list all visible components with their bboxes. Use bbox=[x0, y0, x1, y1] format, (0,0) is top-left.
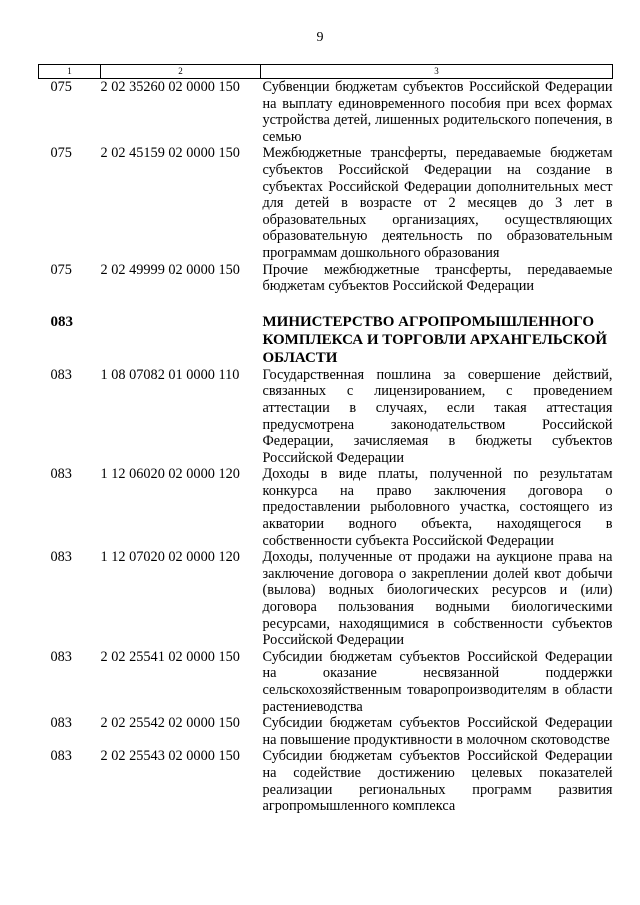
revenue-code-cell: 2 02 25542 02 0000 150 bbox=[100, 715, 240, 732]
table-row bbox=[39, 145, 613, 261]
revenue-name-cell: Субсидии бюджетам субъектов Российской Федерации на содействие достижению целевых показателей реализации региональных программ развития агропромышленного комплекса bbox=[262, 748, 613, 815]
admin-code-cell: 075 bbox=[50, 261, 72, 278]
revenue-name-cell: Прочие межбюджетные трансферты, передаваемые бюджетам субъектов Российской Федерации bbox=[262, 261, 613, 295]
revenue-name-cell: Доходы в виде платы, полученной по результатам конкурса на право заключения договора о предоставлении рыболовного участка, состоящего из акватории водного объекта, находящегося в собственности субъекта Российской Федерации bbox=[262, 466, 613, 549]
column-header-1: 1 bbox=[39, 65, 101, 79]
admin-code-cell: 083 bbox=[50, 549, 72, 566]
revenue-code-cell: 2 02 35260 02 0000 150 bbox=[100, 79, 240, 95]
section-title-cell: МИНИСТЕРСТВО АГРОПРОМЫШЛЕННОГО КОМПЛЕКСА И ТОРГОВЛИ АРХАНГЕЛЬСКОЙ ОБЛАСТИ bbox=[262, 313, 608, 366]
table-body bbox=[39, 79, 613, 815]
revenue-name-cell: Субсидии бюджетам субъектов Российской Федерации на повышение продуктивности в молочном скотоводстве bbox=[262, 715, 613, 748]
table-row bbox=[39, 649, 613, 715]
table-row bbox=[39, 79, 613, 146]
revenue-code-cell: 1 08 07082 01 0000 110 bbox=[100, 366, 240, 383]
admin-code-cell: 075 bbox=[50, 79, 72, 95]
revenue-codes-table bbox=[38, 64, 613, 815]
table-row bbox=[39, 748, 613, 814]
page-number: 9 bbox=[316, 30, 324, 45]
revenue-code-cell: 1 12 06020 02 0000 120 bbox=[100, 466, 240, 483]
table-header bbox=[39, 65, 613, 79]
column-header-3: 3 bbox=[261, 65, 613, 79]
admin-code-cell: 083 bbox=[50, 366, 72, 383]
admin-code-cell: 083 bbox=[50, 715, 72, 732]
revenue-name-cell: Государственная пошлина за совершение действий, связанных с лицензированием, с проведением аттестации в случаях, если такая аттестация предусмотрена законодательством Российской Федерации, зачисляемая в бюджеты субъектов Российской Федерации bbox=[262, 366, 613, 466]
revenue-name-cell: Субвенции бюджетам субъектов Российской Федерации на выплату единовременного пособия при всех формах устройства детей, лишенных родительского попечения, в семью bbox=[262, 79, 613, 145]
admin-code-cell: 083 bbox=[50, 466, 72, 483]
table-row bbox=[39, 715, 613, 748]
revenue-name-cell: Доходы, полученные от продажи на аукционе права на заключение договора о закреплении долей квот добычи (вылова) водных биологических ресурсов и (или) договора пользования водными биологическими ресурсами, находящимися в собственности субъектов Российской Федерации bbox=[262, 549, 613, 649]
revenue-code-cell: 1 12 07020 02 0000 120 bbox=[100, 549, 240, 566]
table-header-row bbox=[39, 65, 613, 79]
revenue-name-cell: Межбюджетные трансферты, передаваемые бюджетам субъектов Российской Федерации на создание в субъектах Российской Федерации дополнительных мест для детей в возрасте от 2 месяцев до 3 лет в образовательных организациях, осуществляющих образовательную деятельность по образовательным программам дошкольного образования bbox=[262, 145, 613, 261]
admin-code-cell: 075 bbox=[50, 145, 72, 162]
revenue-code-cell bbox=[101, 295, 261, 367]
revenue-name-cell: Субсидии бюджетам субъектов Российской Федерации на оказание несвязанной поддержки сельскохозяйственным товаропроизводителям в области растениеводства bbox=[262, 648, 613, 715]
revenue-code-cell: 2 02 49999 02 0000 150 bbox=[100, 261, 240, 278]
table-row bbox=[39, 367, 613, 467]
section-heading-row bbox=[39, 295, 613, 367]
table-row bbox=[39, 466, 613, 549]
column-header-2: 2 bbox=[101, 65, 261, 79]
table-row bbox=[39, 262, 613, 295]
table-row bbox=[39, 549, 613, 649]
admin-code-cell: 083 bbox=[50, 313, 73, 330]
revenue-code-cell: 2 02 25541 02 0000 150 bbox=[100, 648, 240, 665]
revenue-code-cell: 2 02 45159 02 0000 150 bbox=[100, 145, 240, 162]
admin-code-cell: 083 bbox=[50, 648, 72, 665]
revenue-code-cell: 2 02 25543 02 0000 150 bbox=[100, 748, 240, 765]
admin-code-cell: 083 bbox=[50, 748, 72, 765]
